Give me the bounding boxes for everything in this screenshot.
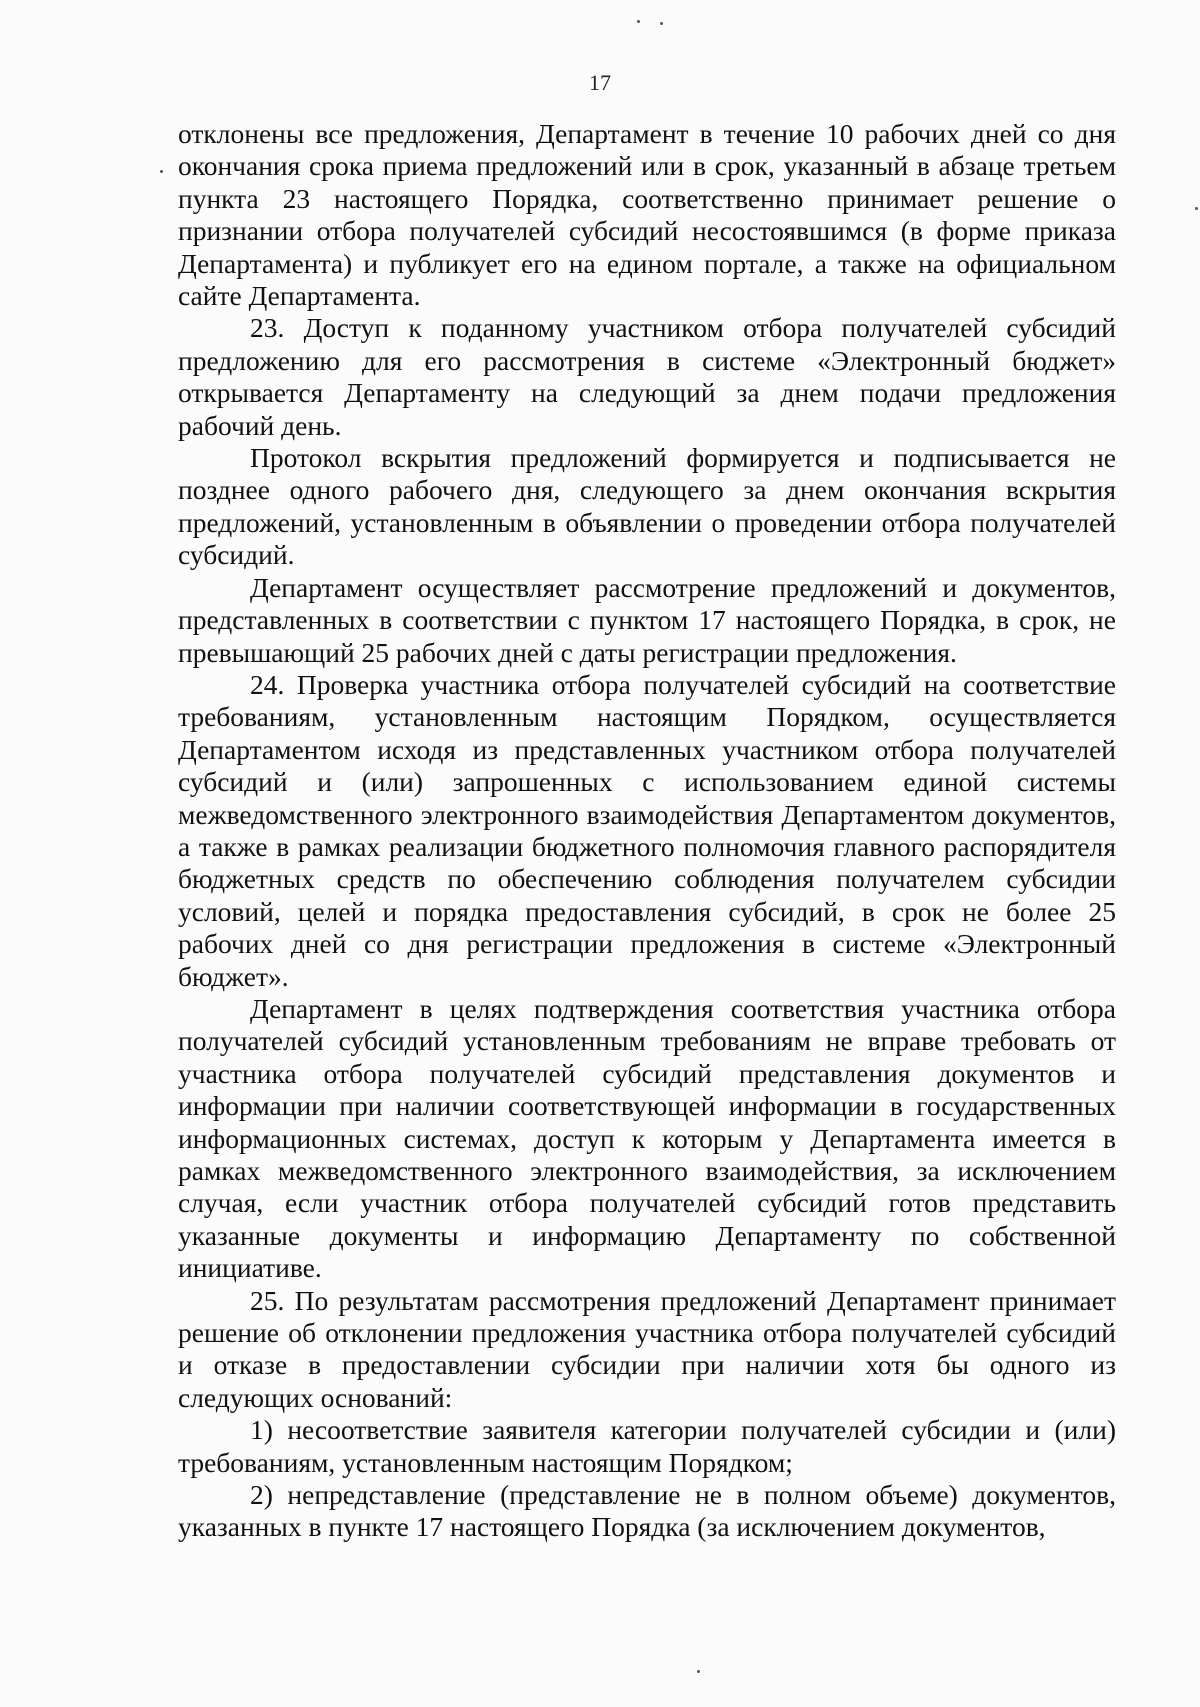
scan-speck (160, 170, 163, 173)
paragraph-no-demand: Департамент в целях подтверждения соответствия участника отбора получателей субсидий установленным требованиям не вправе требовать от участника отбора получателей субсидий представления документов и информации при наличии соответствующей информации в государственных информационных системах, доступ к которым у Департамента имеется в рамках межведомственного электронного взаимодействия, за исключением случая, если участник отбора получателей субсидий готов представить указанные документы и информацию Департаменту по собственной инициативе. (178, 992, 1116, 1284)
paragraph-clause-23: 23. Доступ к поданному участником отбора получателей субсидий предложению для его рассмотрения в системе «Электронный бюджет» открывается Департаменту на следующий за днем подачи предложения рабочий день. (178, 312, 1116, 441)
scan-speck (637, 20, 640, 23)
scan-speck (697, 1670, 700, 1673)
paragraph-protocol: Протокол вскрытия предложений формируется и подписывается не позднее одного рабочего дня, следующего за днем окончания вскрытия предложений, установленным в объявлении о проведении отбора получателей субсидий. (178, 442, 1116, 571)
list-item-1: 1) несоответствие заявителя категории получателей субсидии и (или) требованиям, установленным настоящим Порядком; (178, 1414, 1116, 1478)
paragraph-continuation: отклонены все предложения, Департамент в течение 10 рабочих дней со дня окончания срока приема предложений или в срок, указанный в абзаце третьем пункта 23 настоящего Порядка, соответственно принимает решение о признании отбора получателей субсидий несостоявшимся (в форме приказа Департамента) и публикует его на едином портале, а также на официальном сайте Департамента. (178, 118, 1116, 312)
document-body (178, 118, 1116, 1544)
scan-speck (660, 22, 663, 25)
list-item-2: 2) непредставление (представление не в полном объеме) документов, указанных в пункте 17 настоящего Порядка (за исключением документов, (178, 1479, 1116, 1543)
page-number: 17 (589, 70, 611, 95)
scan-speck (1195, 207, 1198, 210)
paragraph-clause-25: 25. По результатам рассмотрения предложений Департамент принимает решение об отклонении предложения участника отбора получателей субсидий и отказе в предоставлении субсидии при наличии хотя бы одного из следующих оснований: (178, 1284, 1116, 1413)
paragraph-review-term: Департамент осуществляет рассмотрение предложений и документов, представленных в соответствии с пунктом 17 настоящего Порядка, в срок, не превышающий 25 рабочих дней с даты регистрации предложения. (178, 571, 1116, 668)
paragraph-clause-24: 24. Проверка участника отбора получателей субсидий на соответствие требованиям, установленным настоящим Порядком, осуществляется Департаментом исходя из представленных участником отбора получателей субсидий и (или) запрошенных с использованием единой системы межведомственного электронного взаимодействия Департаментом документов, а также в рамках реализации бюджетного полномочия главного распорядителя бюджетных средств по обеспечению соблюдения получателем субсидии условий, целей и порядка предоставления субсидий, в срок не более 25 рабочих дней со дня регистрации предложения в системе «Электронный бюджет». (178, 668, 1116, 992)
